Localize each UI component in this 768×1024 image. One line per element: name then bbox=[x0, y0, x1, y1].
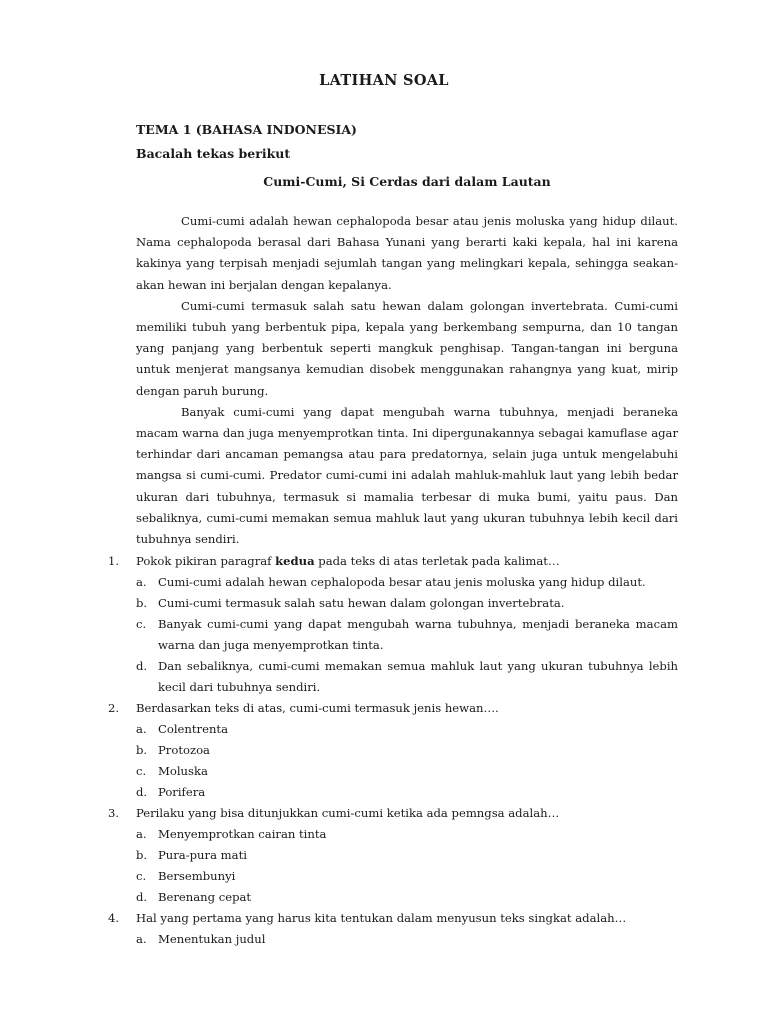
option-letter: c. bbox=[136, 764, 147, 778]
option-text: Menyemprotkan cairan tinta bbox=[158, 827, 327, 841]
question-text-part: pada teks di atas terletak pada kalimat… bbox=[314, 554, 560, 568]
answer-option bbox=[136, 740, 678, 761]
option-letter: a. bbox=[136, 575, 147, 589]
option-letter: d. bbox=[136, 785, 148, 799]
answer-options bbox=[136, 824, 678, 908]
question-text bbox=[136, 803, 678, 824]
answer-options bbox=[136, 572, 678, 698]
option-text: Moluska bbox=[158, 764, 208, 778]
question-text-part: Hal yang pertama yang harus kita tentukan dalam menyusun teks singkat adalah… bbox=[136, 911, 627, 925]
answer-options bbox=[136, 929, 678, 950]
answer-option bbox=[136, 572, 678, 593]
option-text: Cumi-cumi adalah hewan cephalopoda besar atau jenis moluska yang hidup dilaut. bbox=[158, 575, 646, 589]
option-letter: d. bbox=[136, 890, 148, 904]
question-list bbox=[108, 551, 678, 950]
option-letter: d. bbox=[136, 659, 148, 673]
passage-paragraph-1: Cumi-cumi adalah hewan cephalopoda besar atau jenis moluska yang hidup dilaut. Nama cephalopoda berasal dari Bahasa Yunani yang berarti kaki kepala, hal ini karena kakinya yang terpisah menjadi sejumlah tangan yang melingkari kepala, sehingga seakan-akan hewan ini berjalan dengan kepalanya. bbox=[136, 214, 678, 292]
question-number: 2. bbox=[108, 701, 120, 715]
answer-option bbox=[136, 761, 678, 782]
question-number: 1. bbox=[108, 554, 120, 568]
question-stem bbox=[108, 698, 678, 719]
theme-heading: TEMA 1 (BAHASA INDONESIA) bbox=[136, 122, 357, 137]
question-stem bbox=[108, 803, 678, 824]
option-letter: a. bbox=[136, 932, 147, 946]
question-item bbox=[108, 698, 678, 803]
answer-options bbox=[136, 719, 678, 803]
question-text bbox=[136, 698, 678, 719]
option-letter: c. bbox=[136, 617, 147, 631]
option-text: Menentukan judul bbox=[158, 932, 266, 946]
answer-option bbox=[136, 656, 678, 698]
passage-paragraph-3: Banyak cumi-cumi yang dapat mengubah warna tubuhnya, menjadi beraneka macam warna dan juga menyemprotkan tinta. Ini dipergunakannya sebagai kamuflase agar terhindar dari ancaman pemangsa atau para predatornya, selain juga untuk mengelabuhi mangsa si cumi-cumi. Predator cumi-cumi ini adalah mahluk-mahluk laut yang lebih bedar ukuran dari tubuhnya, termasuk si mamalia terbesar di muka bumi, yaitu paus. Dan sebaliknya, cumi-cumi memakan semua mahluk laut yang ukuran tubuhnya lebih kecil dari tubuhnya sendiri. bbox=[136, 404, 678, 547]
option-letter: c. bbox=[136, 869, 147, 883]
question-text-emphasis: kedua bbox=[275, 554, 315, 568]
option-letter: b. bbox=[136, 596, 148, 610]
question-text-part: Pokok pikiran paragraf bbox=[136, 554, 276, 568]
option-text: Cumi-cumi termasuk salah satu hewan dalam golongan invertebrata. bbox=[158, 596, 565, 610]
answer-option bbox=[136, 845, 678, 866]
answer-option bbox=[136, 593, 678, 614]
option-text: Pura-pura mati bbox=[158, 848, 247, 862]
document-title: LATIHAN SOAL bbox=[319, 72, 449, 89]
passage-paragraph-2: Cumi-cumi termasuk salah satu hewan dalam golongan invertebrata. Cumi-cumi memiliki tubuh yang berbentuk pipa, kepala yang berkembang sempurna, dan 10 tangan yang panjang yang berbentuk seperti mangkuk penghisap. Tangan-tangan ini berguna untuk menjerat mangsanya kemudian disobek menggunakan rahangnya yang kuat, mirip dengan paruh burung. bbox=[136, 298, 678, 398]
question-stem bbox=[108, 908, 678, 929]
option-letter: b. bbox=[136, 743, 148, 757]
option-text: Dan sebaliknya, cumi-cumi memakan semua mahluk laut yang ukuran tubuhnya lebih kecil dari tubuhnya sendiri. bbox=[158, 659, 678, 694]
question-text-part: Perilaku yang bisa ditunjukkan cumi-cumi ketika ada pemngsa adalah… bbox=[136, 806, 560, 820]
option-letter: b. bbox=[136, 848, 148, 862]
instruction-heading: Bacalah tekas berikut bbox=[136, 146, 291, 161]
question-item bbox=[108, 908, 678, 950]
answer-option bbox=[136, 929, 678, 950]
question-text bbox=[136, 908, 678, 929]
option-text: Banyak cumi-cumi yang dapat mengubah warna tubuhnya, menjadi beraneka macam warna dan juga menyemprotkan tinta. bbox=[158, 617, 678, 652]
question-item bbox=[108, 551, 678, 698]
option-text: Porifera bbox=[158, 785, 206, 799]
answer-option bbox=[136, 782, 678, 803]
answer-option bbox=[136, 887, 678, 908]
question-number: 3. bbox=[108, 806, 120, 820]
question-stem bbox=[108, 551, 678, 572]
option-letter: a. bbox=[136, 722, 147, 736]
answer-option bbox=[136, 614, 678, 656]
answer-option bbox=[136, 866, 678, 887]
option-text: Bersembunyi bbox=[158, 869, 236, 883]
reading-passage bbox=[136, 211, 678, 550]
story-title: Cumi-Cumi, Si Cerdas dari dalam Lautan bbox=[263, 174, 551, 189]
answer-option bbox=[136, 824, 678, 845]
option-text: Berenang cepat bbox=[158, 890, 252, 904]
option-letter: a. bbox=[136, 827, 147, 841]
option-text: Colentrenta bbox=[158, 722, 228, 736]
question-text-part: Berdasarkan teks di atas, cumi-cumi termasuk jenis hewan…. bbox=[136, 701, 499, 715]
answer-option bbox=[136, 719, 678, 740]
option-text: Protozoa bbox=[158, 743, 210, 757]
question-text bbox=[136, 551, 678, 572]
question-number: 4. bbox=[108, 911, 120, 925]
question-item bbox=[108, 803, 678, 908]
